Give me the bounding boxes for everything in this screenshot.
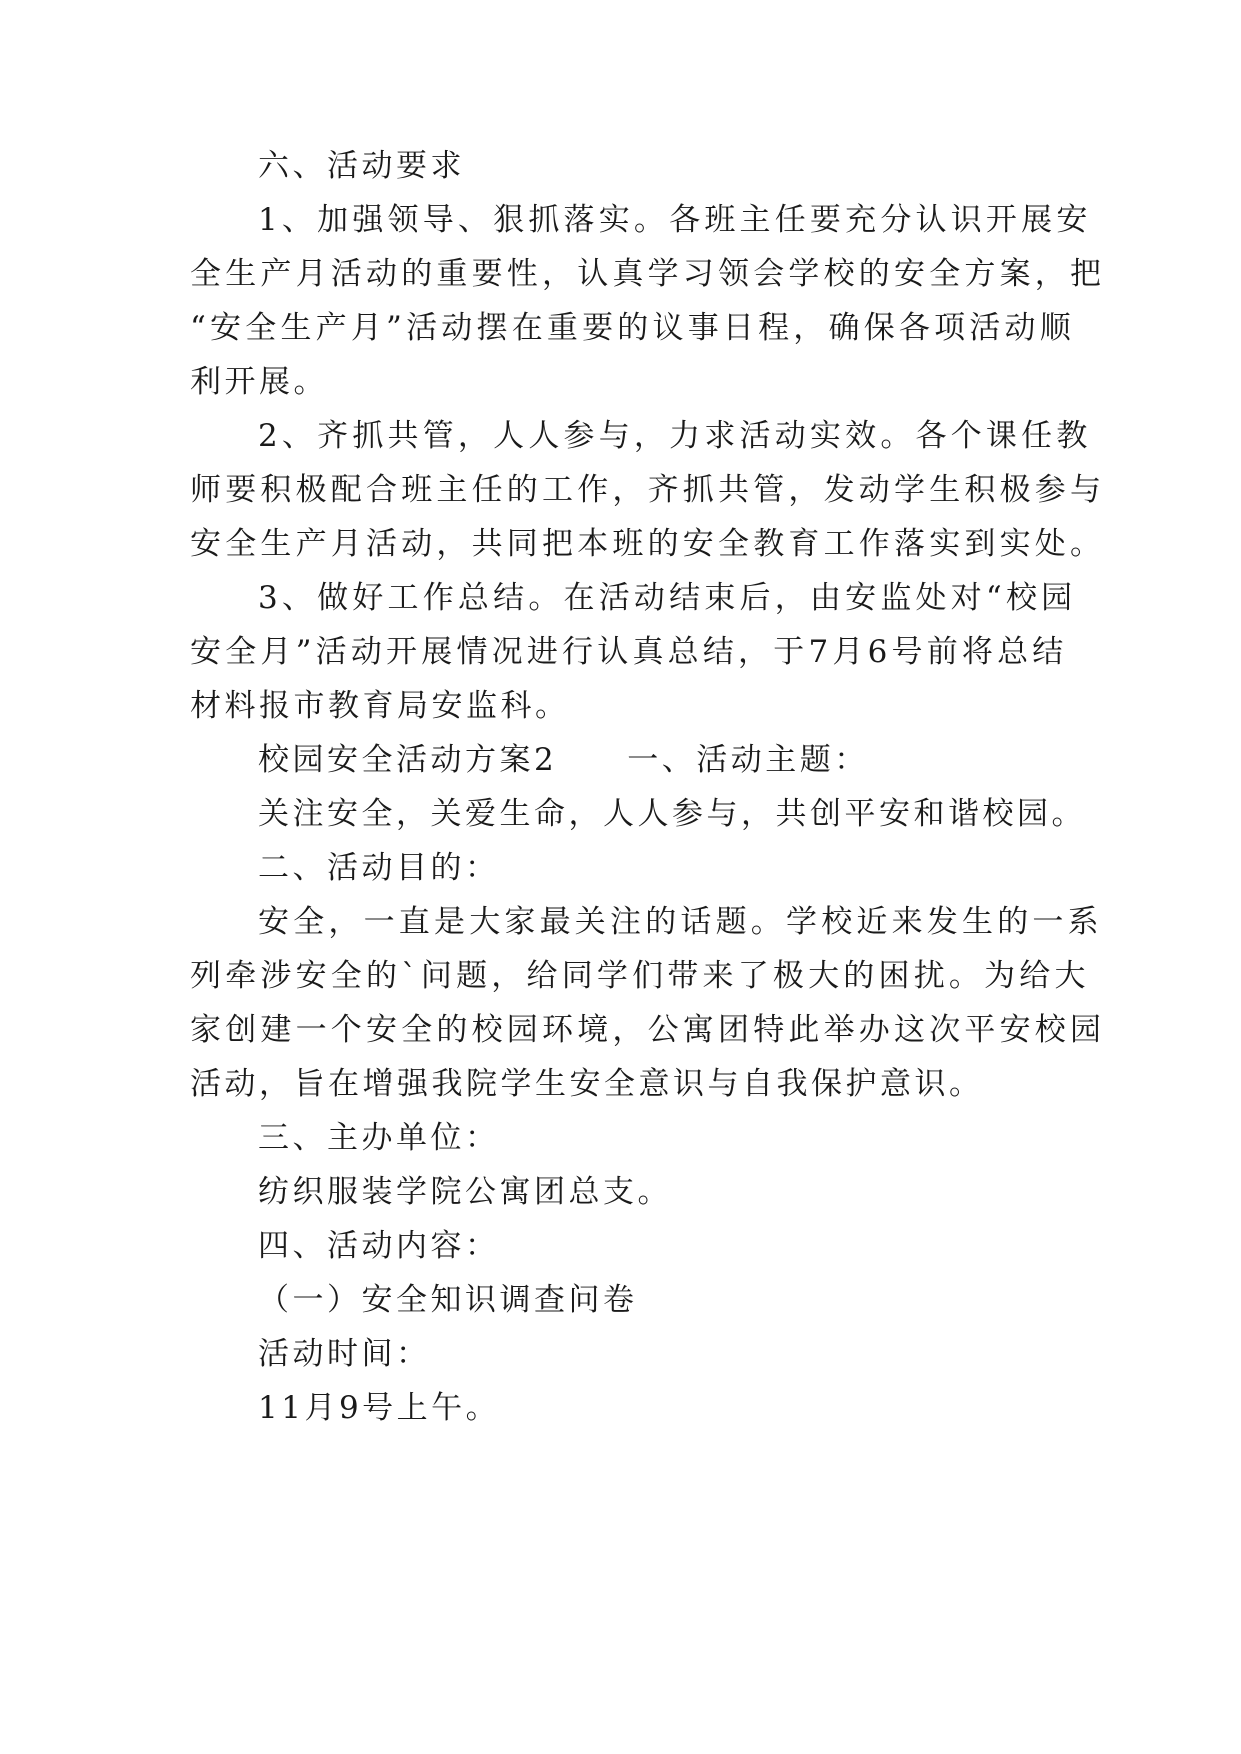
section-heading-content: 四、活动内容：	[258, 1228, 500, 1264]
paragraph-line: 2、齐抓共管，人人参与，力求活动实效。各个课任教	[258, 418, 1092, 454]
section-heading-organizer: 三、主办单位：	[258, 1120, 500, 1156]
activity-time-label: 活动时间：	[258, 1336, 431, 1372]
section-heading-theme: 一、活动主题：	[627, 742, 869, 778]
paragraph-line: 活动，旨在增强我院学生安全意识与自我保护意识。	[190, 1066, 984, 1102]
paragraph-line: 利开展。	[190, 364, 328, 400]
paragraph-line: 关注安全，关爱生命，人人参与，共创平安和谐校园。	[258, 796, 1086, 832]
plan-title: 校园安全活动方案2	[258, 742, 558, 778]
paragraph-line: 3、做好工作总结。在活动结束后，由安监处对“校园	[258, 580, 1077, 616]
section-heading-purpose: 二、活动目的：	[258, 850, 500, 886]
paragraph-line: 安全生产月活动，共同把本班的安全教育工作落实到实处。	[190, 526, 1106, 562]
section-heading-requirements: 六、活动要求	[258, 148, 465, 184]
paragraph-line: 安全，一直是大家最关注的话题。学校近来发生的一系	[258, 904, 1103, 940]
paragraph-line: 家创建一个安全的校园环境，公寓团特此举办这次平安校园	[190, 1012, 1106, 1048]
paragraph-line: 全生产月活动的重要性，认真学习领会学校的安全方案，把	[190, 256, 1106, 292]
paragraph-line: 列牵涉安全的`问题，给同学们带来了极大的困扰。为给大	[190, 958, 1090, 994]
paragraph-line: “安全生产月”活动摆在重要的议事日程，确保各项活动顺	[190, 310, 1075, 346]
paragraph-line: 纺织服装学院公寓团总支。	[258, 1174, 672, 1210]
paragraph-line: 师要积极配合班主任的工作，齐抓共管，发动学生积极参与	[190, 472, 1106, 508]
paragraph-line: 安全月”活动开展情况进行认真总结，于7月6号前将总结	[190, 634, 1068, 670]
activity-time-value: 11月9号上午。	[258, 1390, 501, 1426]
paragraph-line: 材料报市教育局安监科。	[190, 688, 570, 724]
plan-title-line	[0, 730, 1241, 790]
subsection-heading-questionnaire: （一）安全知识调查问卷	[258, 1282, 638, 1318]
paragraph-line: 1、加强领导、狠抓落实。各班主任要充分认识开展安	[258, 202, 1092, 238]
